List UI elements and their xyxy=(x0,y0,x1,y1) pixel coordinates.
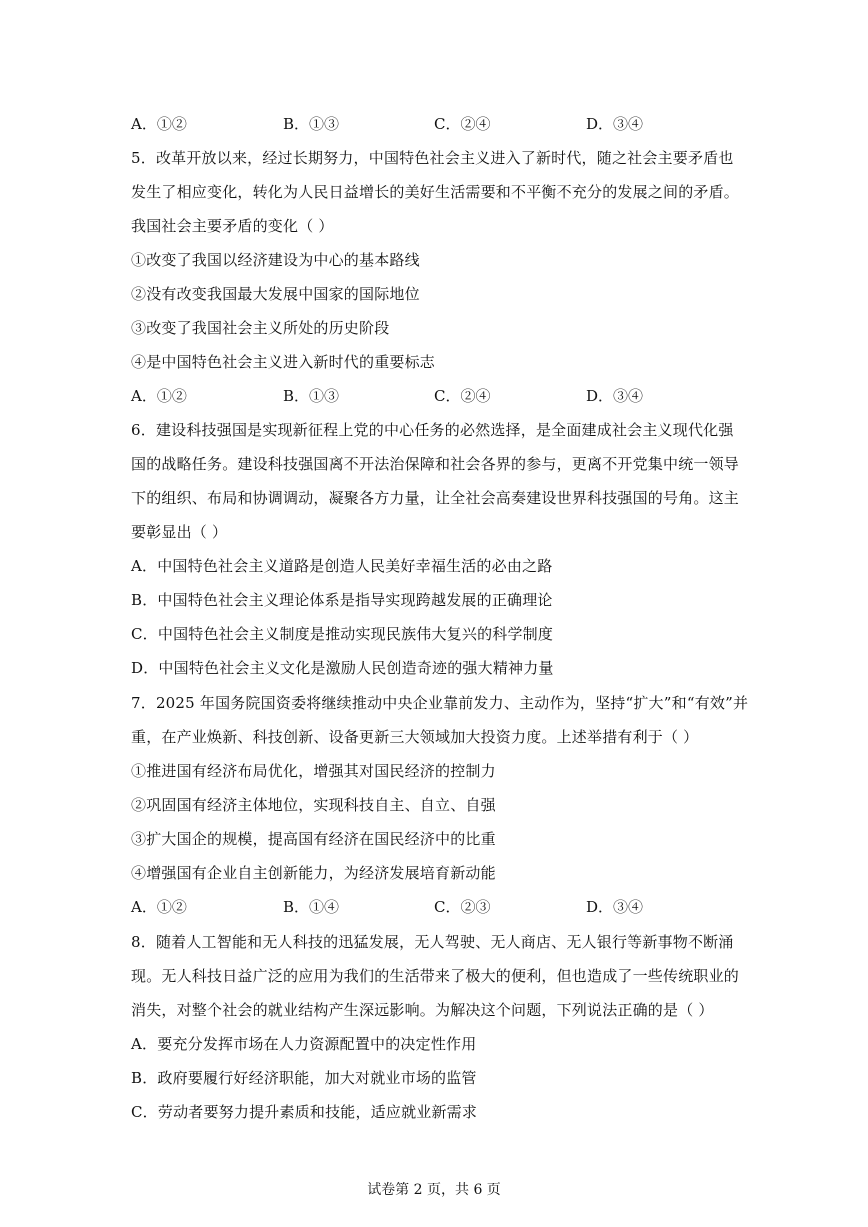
q7-item: ④增强国有企业自主创新能力，为经济发展培育新动能 xyxy=(131,864,496,882)
q5-stem-line: 我国社会主要矛盾的变化（ ） xyxy=(131,217,334,235)
q5-item: ③改变了我国社会主义所处的历史阶段 xyxy=(131,319,390,337)
option-c: C．②④ xyxy=(434,387,491,405)
q4-options xyxy=(131,114,751,134)
q5-item: ②没有改变我国最大发展中国家的国际地位 xyxy=(131,285,420,303)
q8-option-c: C．劳动者要努力提升素质和技能，适应就业新需求 xyxy=(131,1103,478,1121)
q6-option-d: D．中国特色社会主义文化是激励人民创造奇迹的强大精神力量 xyxy=(131,659,554,677)
option-b: B．①④ xyxy=(283,898,340,916)
q5-stem-line: 发生了相应变化，转化为人民日益增长的美好生活需要和不平衡不充分的发展之间的矛盾。 xyxy=(131,183,740,201)
option-d: D．③④ xyxy=(586,115,644,133)
option-d: D．③④ xyxy=(586,387,644,405)
q6-stem-line: 国的战略任务。建设科技强国离不开法治保障和社会各界的参与，更离不开党集中统一领导 xyxy=(131,455,740,473)
option-a: A．①② xyxy=(131,898,187,916)
q6-option-a: A．中国特色社会主义道路是创造人民美好幸福生活的必由之路 xyxy=(131,557,553,575)
q5-item: ④是中国特色社会主义进入新时代的重要标志 xyxy=(131,353,436,371)
q6-option-c: C．中国特色社会主义制度是推动实现民族伟大复兴的科学制度 xyxy=(131,625,554,643)
q8-option-b: B．政府要履行好经济职能，加大对就业市场的监管 xyxy=(131,1069,477,1087)
q6-stem-line: 要彰显出（ ） xyxy=(131,523,228,541)
q5-options xyxy=(131,386,751,406)
option-b: B．①③ xyxy=(283,115,340,133)
option-c: C．②③ xyxy=(434,898,491,916)
q6-stem-line: 6．建设科技强国是实现新征程上党的中心任务的必然选择，是全面建成社会主义现代化强 xyxy=(131,421,734,439)
option-a: A．①② xyxy=(131,387,187,405)
q5-stem-line: 5．改革开放以来，经过长期努力，中国特色社会主义进入了新时代，随之社会主要矛盾也 xyxy=(131,149,734,167)
page-footer: 试卷第 2 页，共 6 页 xyxy=(367,1182,501,1198)
q7-stem-line: 重，在产业焕新、科技创新、设备更新三大领域加大投资力度。上述举措有利于（ ） xyxy=(131,728,699,746)
q8-option-a: A．要充分发挥市场在人力资源配置中的决定性作用 xyxy=(131,1035,477,1053)
option-c: C．②④ xyxy=(434,115,491,133)
q7-item: ②巩固国有经济主体地位，实现科技自主、自立、自强 xyxy=(131,796,496,814)
q6-stem-line: 下的组织、布局和协调调动，凝聚各方力量，让全社会高奏建设世界科技强国的号角。这主 xyxy=(131,489,740,507)
q7-item: ①推进国有经济布局优化，增强其对国民经济的控制力 xyxy=(131,762,496,780)
q7-item: ③扩大国企的规模，提高国有经济在国民经济中的比重 xyxy=(131,830,496,848)
q8-stem-line: 消失，对整个社会的就业结构产生深远影响。为解决这个问题，下列说法正确的是（ ） xyxy=(131,1001,714,1019)
q8-stem-line: 现。无人科技日益广泛的应用为我们的生活带来了极大的便利，但也造成了一些传统职业的 xyxy=(131,967,740,985)
q6-option-b: B．中国特色社会主义理论体系是指导实现跨越发展的正确理论 xyxy=(131,591,553,609)
option-b: B．①③ xyxy=(283,387,340,405)
q7-options xyxy=(131,897,751,917)
q8-stem-line: 8．随着人工智能和无人科技的迅猛发展，无人驾驶、无人商店、无人银行等新事物不断涌 xyxy=(131,933,734,951)
option-a: A．①② xyxy=(131,115,187,133)
option-d: D．③④ xyxy=(586,898,644,916)
q5-item: ①改变了我国以经济建设为中心的基本路线 xyxy=(131,251,420,269)
q7-stem-line: 7．2025 年国务院国资委将继续推动中央企业靠前发力、主动作为，坚持“扩大”和“有效”并 xyxy=(131,694,749,712)
